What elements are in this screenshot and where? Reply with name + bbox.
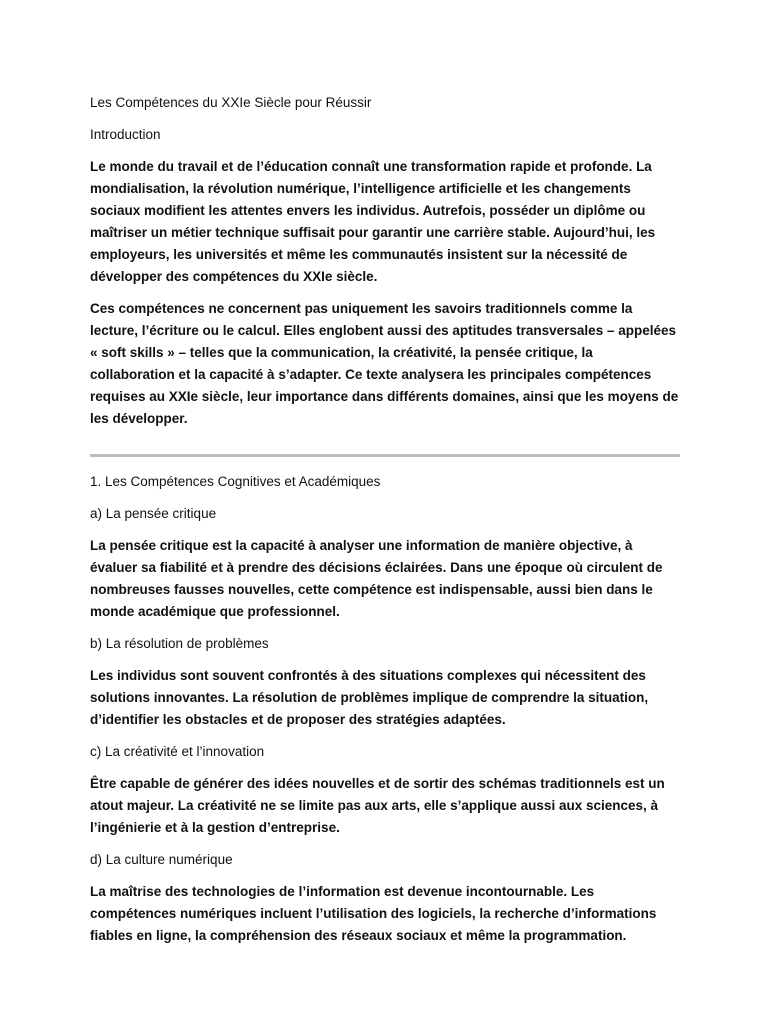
intro-paragraph: Le monde du travail et de l’éducation connaît une transformation rapide et profonde. La mondialisation, la révolution numérique, l’intelligence artificielle et les changements sociaux modifient les attentes envers les individus. Autrefois, posséder un diplôme ou maîtriser un métier technique suffisait pour garantir une carrière stable. Aujourd’hui, les employeurs, les universités et même les communautés insistent sur la nécessité de développer des compétences du XXIe siècle. — [90, 159, 656, 284]
subsection-heading: d) La culture numérique — [90, 852, 233, 867]
subsection-heading: c) La créativité et l’innovation — [90, 744, 265, 759]
intro-heading: Introduction — [90, 127, 161, 142]
subsection-paragraph: Être capable de générer des idées nouvelles et de sortir des schémas traditionnels est un atout majeur. La créativité ne se limite pas aux arts, elle s’applique aussi aux sciences, à l’ingénierie et à la gestion d’entreprise. — [90, 776, 665, 835]
document-page — [90, 92, 680, 957]
horizontal-divider — [90, 454, 680, 457]
subsection-paragraph: La maîtrise des technologies de l’information est devenue incontournable. Les compétences numériques incluent l’utilisation des logiciels, la recherche d’informations fiables en ligne, la compréhension des réseaux sociaux et même la programmation. — [90, 884, 657, 943]
document-title: Les Compétences du XXIe Siècle pour Réussir — [90, 95, 372, 110]
subsection-paragraph: La pensée critique est la capacité à analyser une information de manière objective, à évaluer sa fiabilité et à prendre des décisions éclairées. Dans une époque où circulent de nombreuses fausses nouvelles, cette compétence est indispensable, aussi bien dans le monde académique que professionnel. — [90, 538, 663, 619]
subsection-heading: b) La résolution de problèmes — [90, 636, 269, 651]
subsection-paragraph: Les individus sont souvent confrontés à des situations complexes qui nécessitent des solutions innovantes. La résolution de problèmes implique de comprendre la situation, d’identifier les obstacles et de proposer des stratégies adaptées. — [90, 668, 649, 727]
section-heading: 1. Les Compétences Cognitives et Académiques — [90, 474, 381, 489]
subsection-heading: a) La pensée critique — [90, 506, 217, 521]
intro-paragraph: Ces compétences ne concernent pas uniquement les savoirs traditionnels comme la lecture, l’écriture ou le calcul. Elles englobent aussi des aptitudes transversales – appelées « soft skills » – telles que la communication, la créativité, la pensée critique, la collaboration et la capacité à s’adapter. Ce texte analysera les principales compétences requises au XXIe siècle, leur importance dans différents domaines, ainsi que les moyens de les développer. — [90, 301, 679, 426]
